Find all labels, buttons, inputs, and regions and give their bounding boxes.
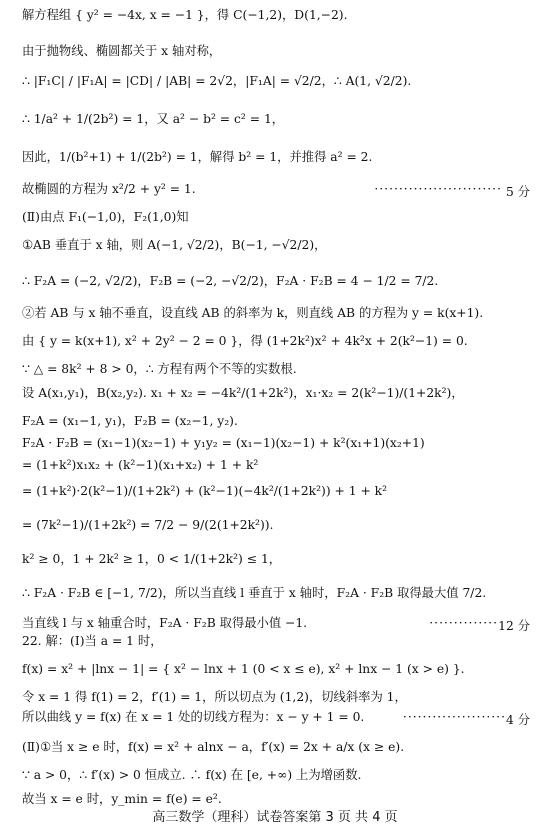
text-line: 解方程组 { y² = −4x, x = −1 }，得 C(−1,2)，D(1,−2). [22,8,348,22]
text-line: 由于抛物线、椭圆都关于 x 轴对称， [22,44,222,58]
score-label: 4 分 [505,713,530,727]
text-line: ∴ 1/a² + 1/(2b²) = 1，又 a² − b² = c² = 1， [22,112,285,126]
text-line: ∵ △ = 8k² + 8 > 0，∴ 方程有两个不等的实数根. [22,362,297,376]
text-line: ∴ F₂A = (−2, √2/2)，F₂B = (−2, −√2/2)，F₂A · F₂B = 4 − 1/2 = 7/2. [22,274,439,288]
text-line: = (7k²−1)/(1+2k²) = 7/2 − 9/(2(1+2k²)). [22,518,274,532]
text-line: F₂A = (x₁−1, y₁)，F₂B = (x₂−1, y₂). [22,414,238,428]
text-line: f(x) = x² + |lnx − 1| = { x² − lnx + 1 (0 < x ≤ e), x² + lnx − 1 (x > e) }. [22,662,465,676]
text-line: 故椭圆的方程为 x²/2 + y² = 1. [22,182,196,196]
text-line: 当直线 l 与 x 轴重合时，F₂A · F₂B 取得最小值 −1. [22,616,308,630]
text-line: (Ⅱ)①当 x ≥ e 时，f(x) = x² + alnx − a，f′(x) = 2x + a/x (x ≥ e). [22,740,405,754]
score-label: 5 分 [505,185,530,199]
page-footer: 高三数学（理科）试卷答案第 3 页 共 4 页 [152,810,398,825]
text-line: ②若 AB 与 x 轴不垂直，设直线 AB 的斜率为 k，则直线 AB 的方程为 y = k(x+1). [22,306,484,320]
text-line: ∴ F₂A · F₂B ∈ [−1, 7/2)，所以当直线 l 垂直于 x 轴时，F₂A · F₂B 取得最大值 7/2. [22,586,487,600]
text-line: ∵ a > 0，∴ f′(x) > 0 恒成立. ∴ f(x) 在 [e, +∞) 上为增函数. [22,768,362,782]
text-line: 设 A(x₁,y₁)，B(x₂,y₂). x₁ + x₂ = −4k²/(1+2k²)，x₁·x₂ = 2(k²−1)/(1+2k²)， [22,386,464,400]
text-line: = (1+k²)x₁x₂ + (k²−1)(x₁+x₂) + 1 + k² [22,458,259,472]
text-line: ①AB 垂直于 x 轴，则 A(−1, √2/2)，B(−1, −√2/2)， [22,238,327,252]
text-line: F₂A · F₂B = (x₁−1)(x₂−1) + y₁y₂ = (x₁−1)(x₂−1) + k²(x₁+1)(x₂+1) [22,436,425,450]
text-line: 因此，1/(b²+1) + 1/(2b²) = 1，解得 b² = 1，并推得 a² = 2. [22,150,373,164]
dot-leader: ·············· [429,616,498,630]
text-line: k² ≥ 0，1 + 2k² ≥ 1，0 < 1/(1+2k²) ≤ 1， [22,552,282,566]
text-line: 22. 解：(Ⅰ)当 a = 1 时， [22,634,163,648]
text-line: 令 x = 1 得 f(1) = 2，f′(1) = 1，所以切点为 (1,2)，切线斜率为 1， [22,690,407,704]
text-line: = (1+k²)·2(k²−1)/(1+2k²) + (k²−1)(−4k²/(1+2k²)) + 1 + k² [22,484,388,498]
score-label: 12 分 [498,619,530,633]
text-line: 故当 x = e 时，y_min = f(e) = e². [22,792,222,806]
text-line: (Ⅱ)由点 F₁(−1,0)，F₂(1,0)知 [22,210,189,224]
text-line: 所以曲线 y = f(x) 在 x = 1 处的切线方程为：x − y + 1 = 0. [22,710,365,724]
dot-leader: ·························· [374,182,502,196]
dot-leader: ····················· [402,710,506,724]
text-line: ∴ |F₁C| / |F₁A| = |CD| / |AB| = 2√2，|F₁A| = √2/2，∴ A(1, √2/2). [22,74,412,88]
text-line: 由 { y = k(x+1), x² + 2y² − 2 = 0 }，得 (1+2k²)x² + 4k²x + 2(k²−1) = 0. [22,334,468,348]
